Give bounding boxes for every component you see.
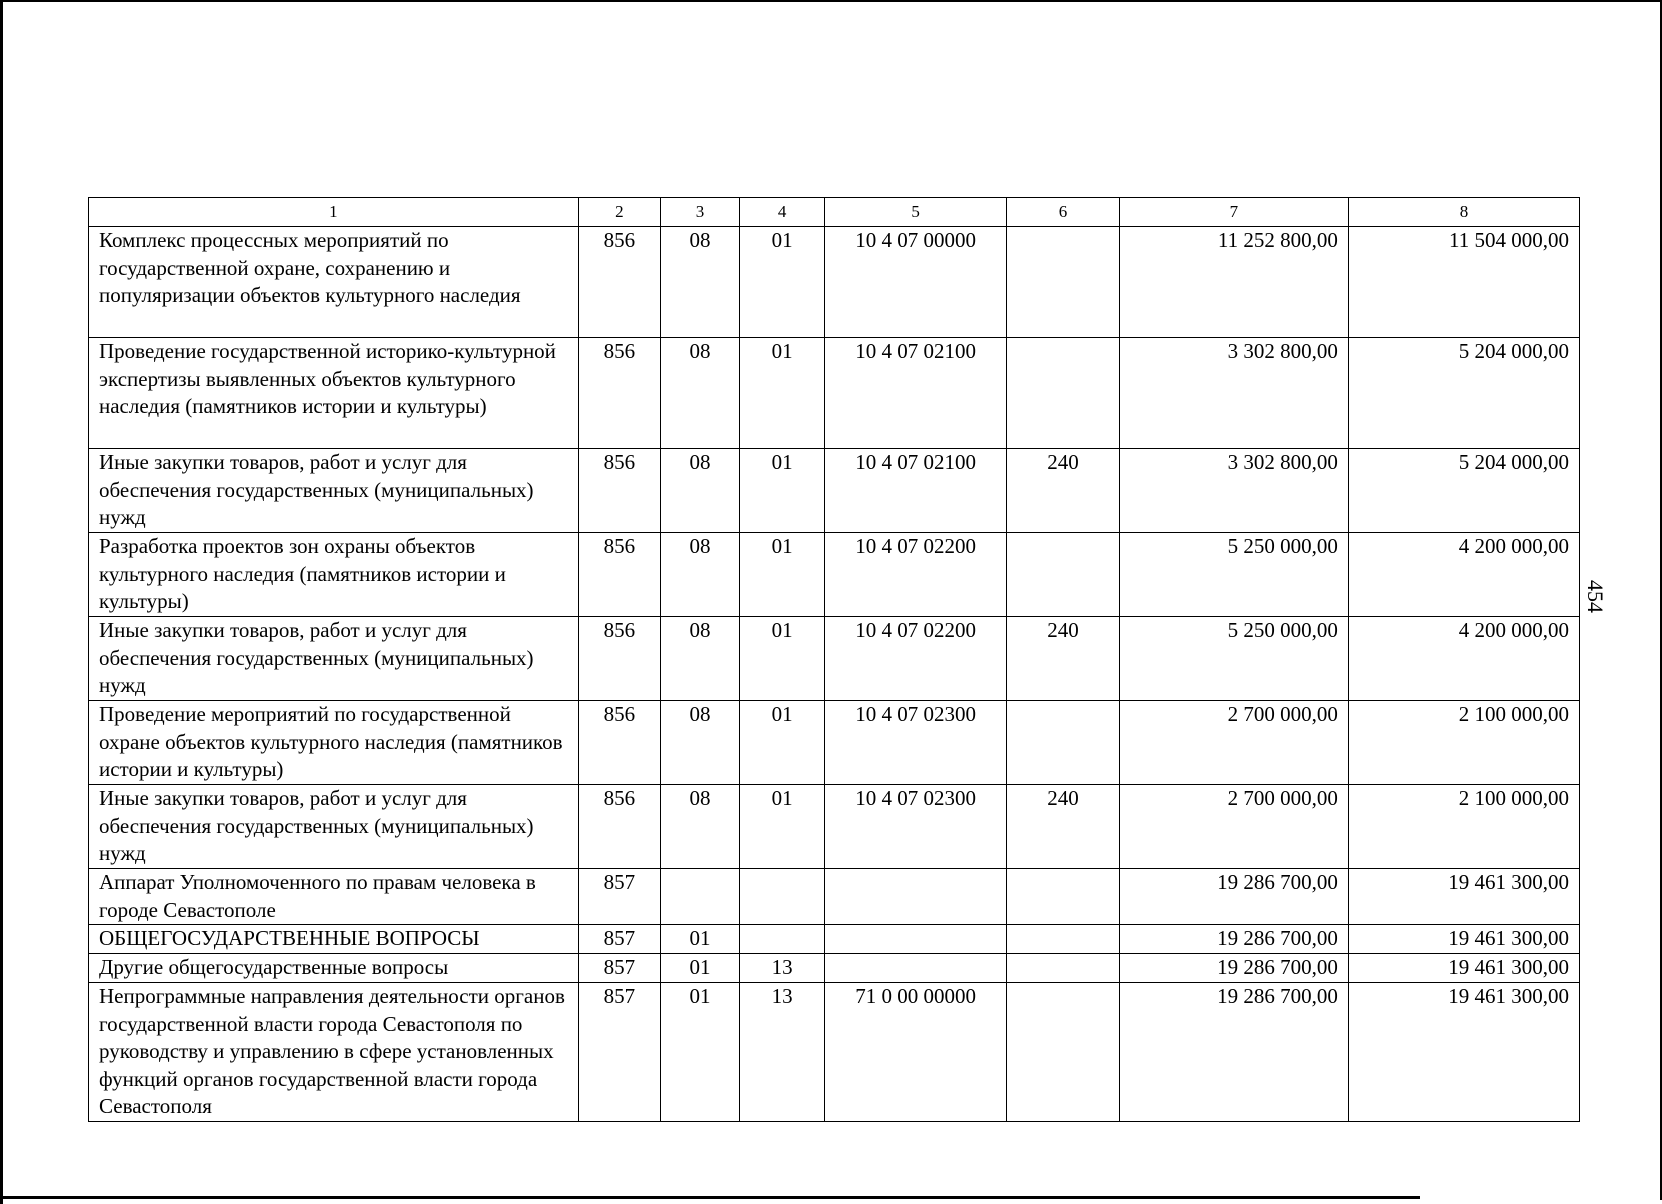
row-col5: 10 4 07 02100 (825, 338, 1007, 449)
column-number: 2 (578, 198, 660, 227)
row-col6 (1006, 869, 1119, 925)
row-col8: 2 100 000,00 (1348, 701, 1579, 785)
row-col3: 01 (660, 954, 739, 983)
table-row (89, 983, 1580, 1122)
row-col4: 01 (740, 227, 825, 338)
row-col7: 2 700 000,00 (1119, 785, 1348, 869)
row-name: Разработка проектов зон охраны объектов культурного наследия (памятников истории и культуры) (89, 533, 579, 617)
table-row (89, 701, 1580, 785)
row-col4: 01 (740, 338, 825, 449)
row-col8: 19 461 300,00 (1348, 869, 1579, 925)
budget-table (88, 197, 1580, 1122)
row-col2: 856 (578, 338, 660, 449)
row-name: Проведение государственной историко-культурной экспертизы выявленных объектов культурного наследия (памятников истории и культуры) (89, 338, 579, 449)
row-col5: 10 4 07 02300 (825, 785, 1007, 869)
row-col3 (660, 869, 739, 925)
row-col3: 08 (660, 617, 739, 701)
row-col4: 01 (740, 785, 825, 869)
row-col5 (825, 954, 1007, 983)
row-col7: 19 286 700,00 (1119, 925, 1348, 954)
row-name: ОБЩЕГОСУДАРСТВЕННЫЕ ВОПРОСЫ (89, 925, 579, 954)
row-col7: 19 286 700,00 (1119, 983, 1348, 1122)
row-col3: 08 (660, 338, 739, 449)
row-col8: 5 204 000,00 (1348, 449, 1579, 533)
row-col5: 10 4 07 02300 (825, 701, 1007, 785)
row-col2: 856 (578, 449, 660, 533)
row-col3: 08 (660, 227, 739, 338)
row-col6 (1006, 701, 1119, 785)
row-col4: 13 (740, 983, 825, 1122)
row-name: Непрограммные направления деятельности органов государственной власти города Севастополя по руководству и управлению в сфере установленных функций органов государственной власти города Севастополя (89, 983, 579, 1122)
row-name: Комплекс процессных мероприятий по государственной охране, сохранению и популяризации объектов культурного наследия (89, 227, 579, 338)
table-row (89, 925, 1580, 954)
row-col3: 08 (660, 533, 739, 617)
row-col2: 856 (578, 227, 660, 338)
row-col4 (740, 925, 825, 954)
table-row (89, 617, 1580, 701)
row-col5: 10 4 07 02100 (825, 449, 1007, 533)
row-col2: 856 (578, 701, 660, 785)
row-col6: 240 (1006, 449, 1119, 533)
column-number: 6 (1006, 198, 1119, 227)
row-col7: 3 302 800,00 (1119, 449, 1348, 533)
row-col3: 01 (660, 983, 739, 1122)
row-col8: 4 200 000,00 (1348, 617, 1579, 701)
page-number: 454 (1583, 580, 1608, 613)
row-col8: 19 461 300,00 (1348, 925, 1579, 954)
row-col4: 01 (740, 533, 825, 617)
table-row (89, 227, 1580, 338)
row-col6 (1006, 983, 1119, 1122)
row-col7: 2 700 000,00 (1119, 701, 1348, 785)
row-col5 (825, 869, 1007, 925)
table-row (89, 785, 1580, 869)
row-col4: 13 (740, 954, 825, 983)
row-col3: 08 (660, 785, 739, 869)
row-col7: 11 252 800,00 (1119, 227, 1348, 338)
row-col6 (1006, 338, 1119, 449)
table-row (89, 533, 1580, 617)
scan-border-bottom (0, 1196, 1420, 1199)
column-number: 7 (1119, 198, 1348, 227)
row-col3: 08 (660, 449, 739, 533)
row-col5 (825, 925, 1007, 954)
row-col2: 856 (578, 617, 660, 701)
row-col3: 08 (660, 701, 739, 785)
column-number-row (89, 198, 1580, 227)
row-col8: 19 461 300,00 (1348, 954, 1579, 983)
row-col6: 240 (1006, 785, 1119, 869)
row-col5: 10 4 07 02200 (825, 617, 1007, 701)
row-col7: 19 286 700,00 (1119, 954, 1348, 983)
row-name: Проведение мероприятий по государственной охране объектов культурного наследия (памятников истории и культуры) (89, 701, 579, 785)
row-col8: 2 100 000,00 (1348, 785, 1579, 869)
table-row (89, 449, 1580, 533)
table-row (89, 954, 1580, 983)
row-col2: 857 (578, 869, 660, 925)
row-col4 (740, 869, 825, 925)
row-col7: 19 286 700,00 (1119, 869, 1348, 925)
column-number: 5 (825, 198, 1007, 227)
row-col5: 10 4 07 00000 (825, 227, 1007, 338)
row-col8: 19 461 300,00 (1348, 983, 1579, 1122)
row-col6 (1006, 533, 1119, 617)
row-col5: 10 4 07 02200 (825, 533, 1007, 617)
row-name: Другие общегосударственные вопросы (89, 954, 579, 983)
row-name: Аппарат Уполномоченного по правам человека в городе Севастополе (89, 869, 579, 925)
table-row (89, 869, 1580, 925)
row-name: Иные закупки товаров, работ и услуг для обеспечения государственных (муниципальных) нужд (89, 449, 579, 533)
scan-border-top (0, 0, 1662, 2)
row-col7: 5 250 000,00 (1119, 533, 1348, 617)
column-number: 4 (740, 198, 825, 227)
row-col8: 4 200 000,00 (1348, 533, 1579, 617)
row-col6 (1006, 925, 1119, 954)
row-col4: 01 (740, 617, 825, 701)
row-col6 (1006, 227, 1119, 338)
row-col7: 3 302 800,00 (1119, 338, 1348, 449)
row-col2: 856 (578, 785, 660, 869)
column-number: 3 (660, 198, 739, 227)
column-number: 1 (89, 198, 579, 227)
row-name: Иные закупки товаров, работ и услуг для обеспечения государственных (муниципальных) нужд (89, 785, 579, 869)
row-col2: 857 (578, 925, 660, 954)
row-col2: 857 (578, 954, 660, 983)
row-col4: 01 (740, 701, 825, 785)
row-col6: 240 (1006, 617, 1119, 701)
row-col8: 11 504 000,00 (1348, 227, 1579, 338)
row-col6 (1006, 954, 1119, 983)
row-name: Иные закупки товаров, работ и услуг для обеспечения государственных (муниципальных) нужд (89, 617, 579, 701)
row-col3: 01 (660, 925, 739, 954)
row-col2: 857 (578, 983, 660, 1122)
column-number: 8 (1348, 198, 1579, 227)
row-col8: 5 204 000,00 (1348, 338, 1579, 449)
row-col2: 856 (578, 533, 660, 617)
row-col7: 5 250 000,00 (1119, 617, 1348, 701)
scan-border-left (0, 0, 3, 1204)
row-col4: 01 (740, 449, 825, 533)
row-col5: 71 0 00 00000 (825, 983, 1007, 1122)
table-row (89, 338, 1580, 449)
